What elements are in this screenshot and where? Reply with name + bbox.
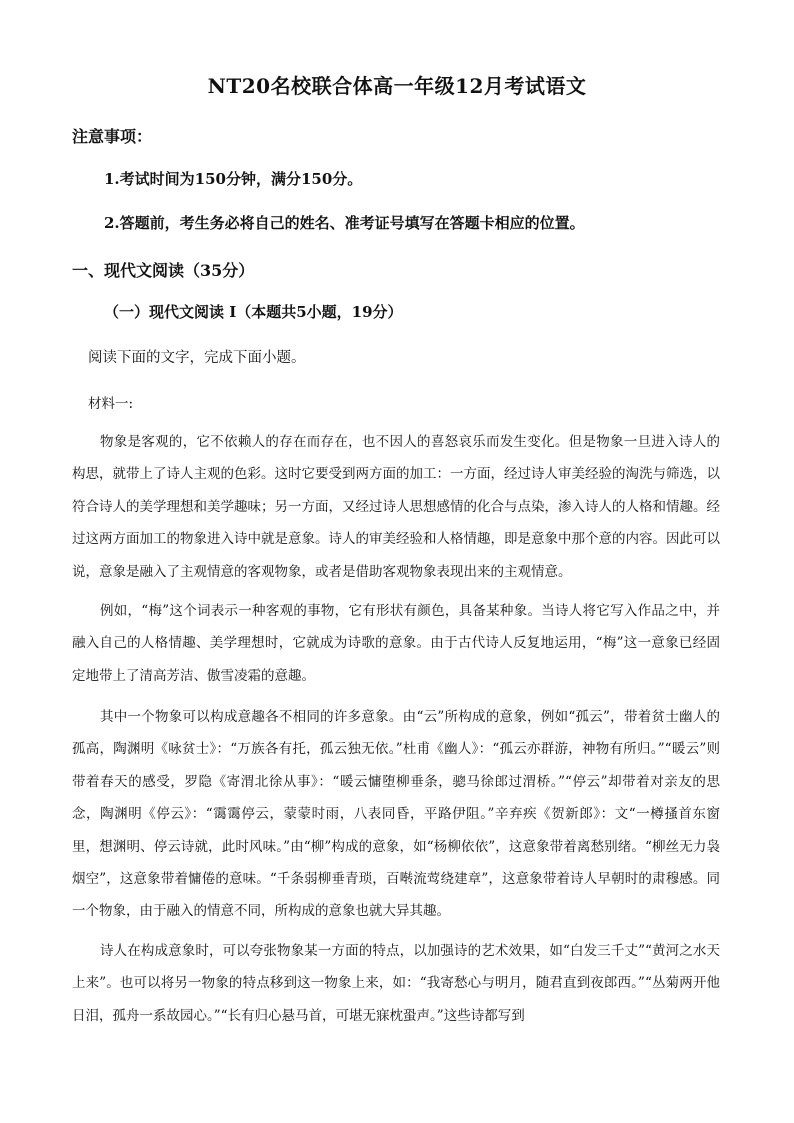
body-paragraph: 例如，“梅”这个词表示一种客观的事物，它有形状有颜色，具备某种象。当诗人将它写入作品之中，并融入自己的人格情趣、美学理想时，它就成为诗歌的意象。由于古代诗人反复地运用，“梅”这一意象已经固定地带上了清高芳洁、傲雪凌霜的意趣。 [72, 603, 720, 684]
body-paragraph: 物象是客观的，它不依赖人的存在而存在，也不因人的喜怒哀乐而发生变化。但是物象一旦进入诗人的构思，就带上了诗人主观的色彩。这时它要受到两方面的加工：一方面，经过诗人审美经验的淘洗与筛选，以符合诗人的美学理想和美学趣味；另一方面，又经过诗人思想感情的化合与点染，渗入诗人的人格和情趣。经过这两方面加工的物象进入诗中就是意象。诗人的审美经验和人格情趣，即是意象中那个意的内容。因此可以说，意象是融入了主观情意的客观物象，或者是借助客观物象表现出来的主观情意。 [72, 434, 720, 580]
body-paragraph: 诗人在构成意象时，可以夸张物象某一方面的特点，以加强诗的艺术效果，如“白发三千丈”“黄河之水天上来”。也可以将另一物象的特点移到这一物象上来，如：“我寄愁心与明月，随君直到夜郎西。”“丛菊两开他日泪，孤舟一系故园心。”“长有归心悬马首，可堪无寐枕蛩声。”这些诗都写到 [72, 943, 720, 1024]
note-item: 1.考试时间为150分钟，满分150分。 [104, 170, 363, 188]
reading-instruction: 阅读下面的文字，完成下面小题。 [88, 350, 306, 366]
section-heading: 一、现代文阅读（35分） [72, 261, 255, 280]
subsection-heading: （一）现代文阅读 I（本题共5小题，19分） [104, 303, 403, 321]
material-label: 材料一: [88, 396, 134, 412]
notes-heading: 注意事项： [72, 127, 153, 146]
note-item: 2.答题前，考生务必将自己的姓名、准考证号填写在答题卡相应的位置。 [104, 214, 585, 232]
document-title: NT20名校联合体高一年级12月考试语文 [207, 74, 587, 98]
body-paragraph: 其中一个物象可以构成意趣各不相同的许多意象。由“云”所构成的意象，例如“孤云”，带着贫士幽人的孤高，陶渊明《咏贫士》：“万族各有托，孤云独无依。”杜甫《幽人》：“孤云亦群游，神物有所归。”“暖云”则带着春天的感受，罗隐《寄渭北徐从事》：“暖云慵堕柳垂条，骢马徐郎过渭桥。”“停云”却带着对亲友的思念，陶渊明《停云》：“霭霭停云，蒙蒙时雨，八表同昏，平路伊阻。”辛弃疾《贺新郎》：文“一樽搔首东窗里，想渊明、停云诗就，此时风味。”由“柳”构成的意象，如“杨柳依依”，这意象带着离愁别绪。“柳丝无力袅烟空”，这意象带着慵倦的意味。“千条弱柳垂青琐，百啭流莺绕建章”，这意象带着诗人早朝时的肃穆感。同一个物象，由于融入的情意不同，所构成的意象也就大异其趣。 [72, 709, 720, 920]
